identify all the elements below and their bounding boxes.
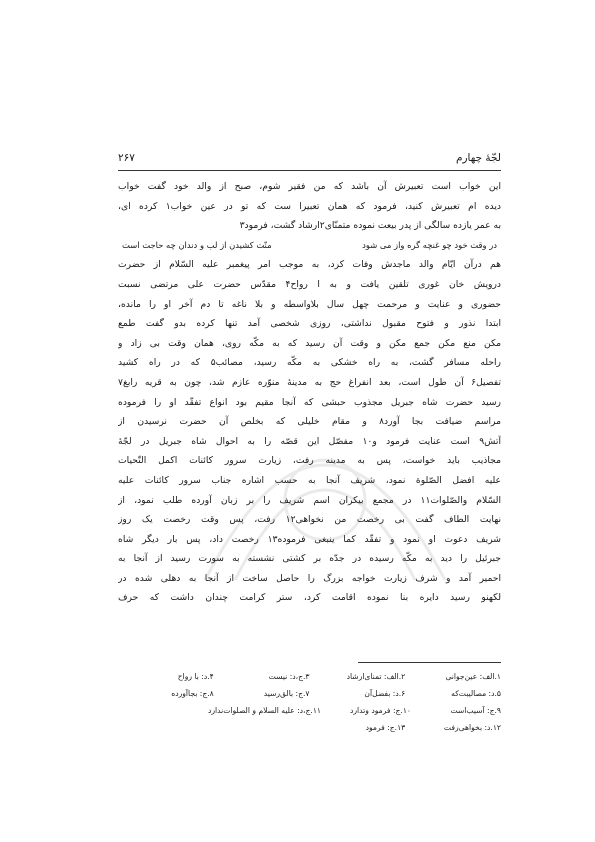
text-line: این خواب است تعبیرش آن باشد که من فقیر شوم، صبح از والد خود گفت خواب bbox=[118, 181, 501, 192]
text-line: لکهنو رسید دایره بنا نموده اقامت کرد، ستر کرامت چندان داشت که حرف bbox=[118, 592, 501, 604]
poem-hemistich: منّت کشیدن از لب و دندان چه حاجت است bbox=[122, 239, 272, 250]
chapter-title: لجّهٔ چهارم bbox=[455, 152, 501, 164]
footnote: ۸.ج: بجا‌آورده bbox=[171, 689, 214, 698]
text-line: مکن منع مکن جمع مکن و وقت آن رسید که به مکّه روی، همان وقت بی زاد و bbox=[118, 337, 501, 349]
footnote: ۴.د: با رواح bbox=[177, 672, 214, 681]
text-line: رسید حضرت شاه جبریل مجذوب حبشی که آنجا مقیم بود انواع تفقّد او را فرموده bbox=[118, 396, 501, 408]
text-line: تفصیل۶ آن طول است، بعد انفراغ حج به مدینهٔ منوّره عازم شد، چون به قریه رابغ۷ bbox=[118, 376, 501, 388]
footnote-row bbox=[118, 685, 501, 702]
footnote: ۹.ج: آسیب‌است bbox=[450, 706, 501, 715]
text-line: آتش۹ است عنایت فرمود و۱۰ مفصّل این قصّه را به احوال شاه جبریل در لجّهٔ bbox=[118, 435, 501, 447]
footnote: ۲.الف: تمنای‌ارشاد bbox=[346, 672, 406, 681]
header-rule bbox=[118, 170, 501, 171]
text-line: راحله مسافر گشت، به راه خشکی به مکّه رسید، مصائب۵ که در راه کشید bbox=[118, 357, 501, 369]
footnote: ۶.د: بفضل‌آن bbox=[364, 689, 406, 698]
footnote-row bbox=[118, 719, 501, 736]
text-line: دیده ام تعبیرش کنید، فرمود که همان تعبیرا ست که تو در عین خواب۱ کرده ای، bbox=[118, 200, 501, 212]
footnote-row bbox=[118, 702, 501, 719]
footnote: ۵.د: مصالیبت‌که bbox=[451, 689, 501, 698]
text-line: مراسم ضیافت بجا آورد۸ و مقام خلیلی که بخلص آن حضرت نرسیدن از bbox=[118, 416, 501, 428]
footnote-row bbox=[118, 668, 501, 685]
footnote: ۷.ج: بالق‌رسید bbox=[263, 689, 310, 698]
footnote bbox=[118, 702, 208, 719]
footnote: ۱۲.د: بخواهی‌رفت bbox=[443, 723, 501, 732]
text-line: به عمر یازده سالگی از پدر بیعت نموده متمنّای۲ارشاد گشت، فرمود۳ bbox=[239, 220, 501, 232]
footnote bbox=[214, 719, 310, 736]
text-line: حضوری و عنایت و مرحمت چهل سال بلاواسطه و بلا ناغه تا دم آخر او را مانده، bbox=[118, 298, 501, 310]
page-number: ۲۶۷ bbox=[118, 152, 135, 164]
text-line: علیه افضل الصّلوة نمود، شریف آنجا به حسب اشاره جناب سرور کائنات علیه bbox=[118, 474, 501, 486]
footnote bbox=[118, 719, 214, 736]
text-line: السّلام والصّلوات۱۱ در مجمع بیکران اسم شریف را بر زبان آورده طلب نمود، از bbox=[118, 494, 501, 506]
footnote: ۳.ج،د: نیست bbox=[268, 672, 310, 681]
text-line: نهایت الطاف گفت بی رخصت من نخواهی۱۲ رفت، پس وقت رخصت یک روز bbox=[118, 514, 501, 526]
body-text bbox=[118, 177, 501, 608]
text-line: درویش خان غوری تلقین یافت و به ا رواح۴ مقدّس حضرت علی مرتضی نسبت bbox=[118, 278, 501, 290]
footnote: ۱.الف: عین‌جوانی bbox=[445, 672, 501, 681]
footnote-rule bbox=[358, 662, 501, 663]
poem-hemistich: در وقت خود چو غنچه گره واز می شود bbox=[362, 239, 497, 250]
text-line: مجاذیب باید خواست، پس به مدینه رفت، زیارت سرور کائنات اکمل التّحیات bbox=[118, 455, 501, 467]
footnote: ۱۰.ج: فرمود و‌تدارد bbox=[350, 706, 411, 715]
footnote: ۱۱.ج،د: علیه السلام و الصلوات‌ندارد bbox=[207, 706, 321, 715]
text-line: احمیر آمد و شرف زیارت خواجه بزرگ را حاصل ساخت از آنجا به دهلی شده در bbox=[118, 572, 501, 584]
running-header bbox=[118, 150, 501, 166]
footnotes bbox=[118, 668, 501, 736]
text-line: هم درآن ایّام والد ماجدش وفات کرد، به موجب امر پیغمبر علیه السّلام از حضرت bbox=[118, 259, 501, 271]
footnote: ۱۳.ج: فرمود bbox=[365, 723, 406, 732]
poem-verse bbox=[118, 236, 501, 256]
text-line: شریف دعوت او نمود و تفقّد کما ینبغی فرموده۱۳ رخصت داد، پس بار دیگر شاه bbox=[118, 533, 501, 545]
text-line: جبرئیل را دید به مکّه رسیده در جدّه بر کشتی نشسته به سورت رسید از آنجا به bbox=[118, 553, 501, 565]
text-line: ابتدا نذور و فتوح مقبول نداشتی، روزی شخصی آمد تنها کرده بدو گفت طمع bbox=[118, 318, 501, 330]
